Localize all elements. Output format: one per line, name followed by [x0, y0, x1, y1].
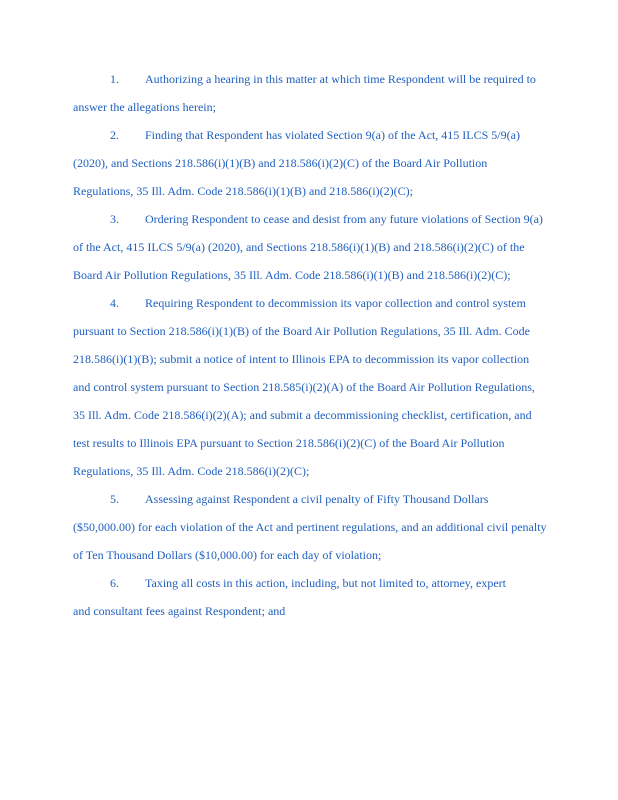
- item-number: 5.: [110, 492, 119, 506]
- item-text-line: Taxing all costs in this action, including, but not limited to, attorney, expert: [145, 576, 506, 590]
- item-text-line: (2020), and Sections 218.586(i)(1)(B) and 218.586(i)(2)(C) of the Board Air Pollution: [73, 156, 488, 170]
- item-text-line: answer the allegations herein;: [73, 100, 216, 114]
- item-text-line: of the Act, 415 ILCS 5/9(a) (2020), and Sections 218.586(i)(1)(B) and 218.586(i)(2)(C) of the: [73, 240, 525, 254]
- item-text-line: Assessing against Respondent a civil penalty of Fifty Thousand Dollars: [145, 492, 489, 506]
- item-number: 6.: [110, 576, 119, 590]
- item-number: 4.: [110, 296, 119, 310]
- item-text-line: and control system pursuant to Section 218.585(i)(2)(A) of the Board Air Pollution Regulations,: [73, 380, 535, 394]
- item-text-line: 218.586(i)(1)(B); submit a notice of intent to Illinois EPA to decommission its vapor collection: [73, 352, 530, 366]
- item-number: 3.: [110, 212, 119, 226]
- item-text-line: ($50,000.00) for each violation of the Act and pertinent regulations, and an additional civil penalty: [73, 520, 547, 534]
- item-text-line: of Ten Thousand Dollars ($10,000.00) for each day of violation;: [73, 548, 382, 562]
- item-number: 2.: [110, 128, 119, 142]
- item-text-line: Regulations, 35 Ill. Adm. Code 218.586(i)(1)(B) and 218.586(i)(2)(C);: [73, 184, 413, 198]
- item-text-line: and consultant fees against Respondent; and: [73, 604, 286, 618]
- item-text-line: Authorizing a hearing in this matter at which time Respondent will be required to: [145, 72, 536, 86]
- item-text-line: Requiring Respondent to decommission its vapor collection and control system: [145, 296, 526, 310]
- item-text-line: Regulations, 35 Ill. Adm. Code 218.586(i)(2)(C);: [73, 464, 310, 478]
- item-text-line: Ordering Respondent to cease and desist from any future violations of Section 9(a): [145, 212, 543, 226]
- item-text-line: Finding that Respondent has violated Section 9(a) of the Act, 415 ILCS 5/9(a): [145, 128, 520, 142]
- item-text-line: Board Air Pollution Regulations, 35 Ill. Adm. Code 218.586(i)(1)(B) and 218.586(i)(2)(C);: [73, 268, 511, 282]
- item-text-line: test results to Illinois EPA pursuant to Section 218.586(i)(2)(C) of the Board Air Pollution: [73, 436, 505, 450]
- item-text-line: 35 Ill. Adm. Code 218.586(i)(2)(A); and submit a decommissioning checklist, certification, and: [73, 408, 532, 422]
- item-text-line: pursuant to Section 218.586(i)(1)(B) of the Board Air Pollution Regulations, 35 Ill. Adm. Code: [73, 324, 530, 338]
- item-number: 1.: [110, 72, 119, 86]
